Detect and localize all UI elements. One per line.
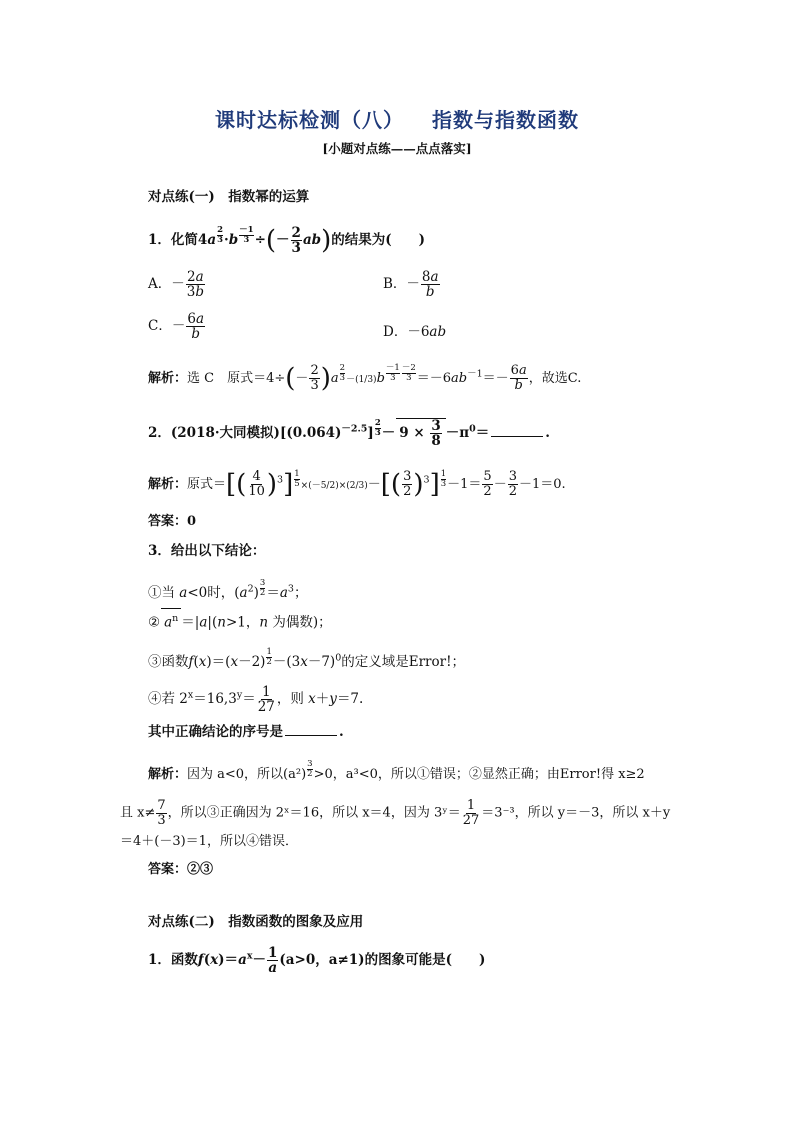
option-a[interactable]: A．－ $\frac{2a}{3b}$ <box>148 269 204 301</box>
question-3-prompt: 其中正确结论的序号是 . <box>148 724 344 740</box>
title-sub: 指数与指数函数 <box>432 108 579 132</box>
statement-2: ② $a^n =|a|(n>1$，n 为偶数)； <box>148 608 332 633</box>
solution-2: 解析：原式＝[( $\frac{4}{10}$ )$^3$] $\frac{1}{5}$ ×(－5/2)×(2/3)－[( $\frac{3}{2}$ )$^3$] $\frac{1}{3}$ －1＝ $\frac{5}{2}$ － $\frac{3}{2}$ －1＝0. <box>148 469 566 500</box>
solution-3-line-3: ＝4＋(－3)＝1，所以④错误． <box>120 834 298 849</box>
option-d[interactable]: D．－6ab <box>383 324 447 340</box>
question-2: 2．(2018·大同模拟)$[(0.064)^{-2.5}]$ $\frac{2}{3}$ － 9 × $\frac{3}{8}$ $-\pi^0=$ . <box>148 418 550 450</box>
section-heading-1: 对点练(一) 指数幂的运算 <box>148 189 310 205</box>
answer-3: 答案：②③ <box>148 862 214 877</box>
statement-1: ①当 a<0时，$(a^2)$ $\frac{3}{2}$ $=a^3$； <box>148 578 308 601</box>
question-1: 1．化简4a $\frac{2}{3}$ ·b $\frac{-1}{3}$ ÷(－ $\frac{2}{3}$ ab)的结果为( ) <box>148 225 426 257</box>
page-subtitle: [小题对点练——点点落实] <box>322 141 472 156</box>
answer-2: 答案：0 <box>148 514 197 529</box>
solution-1: 解析：选 C 原式＝4÷(－ $\frac{2}{3}$ )a $\frac{2}{3}$ －(1/3)b $\frac{-1}{3}$ $\frac{-2}{3}$ $=-6ab^{-1}=-$ $\frac{6a}{b}$ ，故选C. <box>148 363 582 394</box>
solution-3-line-1: 解析：因为 a<0，所以(a²) $\frac{3}{2}$ >0，a³<0，所以①错误；②显然正确；由Error!得 x≥2 <box>148 759 645 782</box>
question-3: 3．给出以下结论： <box>148 543 266 559</box>
statement-3: ③函数f(x)＝(x－2) $\frac{1}{2}$ $-(3x-7)^0$的定义域是Error!； <box>148 647 466 670</box>
option-c[interactable]: C．－ $\frac{6a}{b}$ <box>148 311 204 343</box>
title-main: 课时达标检测（八） <box>215 108 404 132</box>
page-title <box>0 104 794 133</box>
section-heading-2: 对点练(二) 指数函数的图象及应用 <box>148 914 364 930</box>
solution-3-line-2: 且 x≠ $\frac{7}{3}$ ，所以③正确因为 2ˣ＝16，所以 x＝4，因为 3ʸ＝ $\frac{1}{27}$ ＝3⁻³，所以 y＝－3，所以 x＋y <box>120 798 671 828</box>
statement-4: ④若 $2^x=16,3^y=$ $\frac{1}{27}$ ，则 x＋y＝7. <box>148 684 364 716</box>
question-4: 1．函数$f(x)=a^x-$ $\frac{1}{a}$ (a>0，a≠1)的图象可能是( ) <box>148 945 486 977</box>
option-b[interactable]: B．－ $\frac{8a}{b}$ <box>383 269 439 301</box>
